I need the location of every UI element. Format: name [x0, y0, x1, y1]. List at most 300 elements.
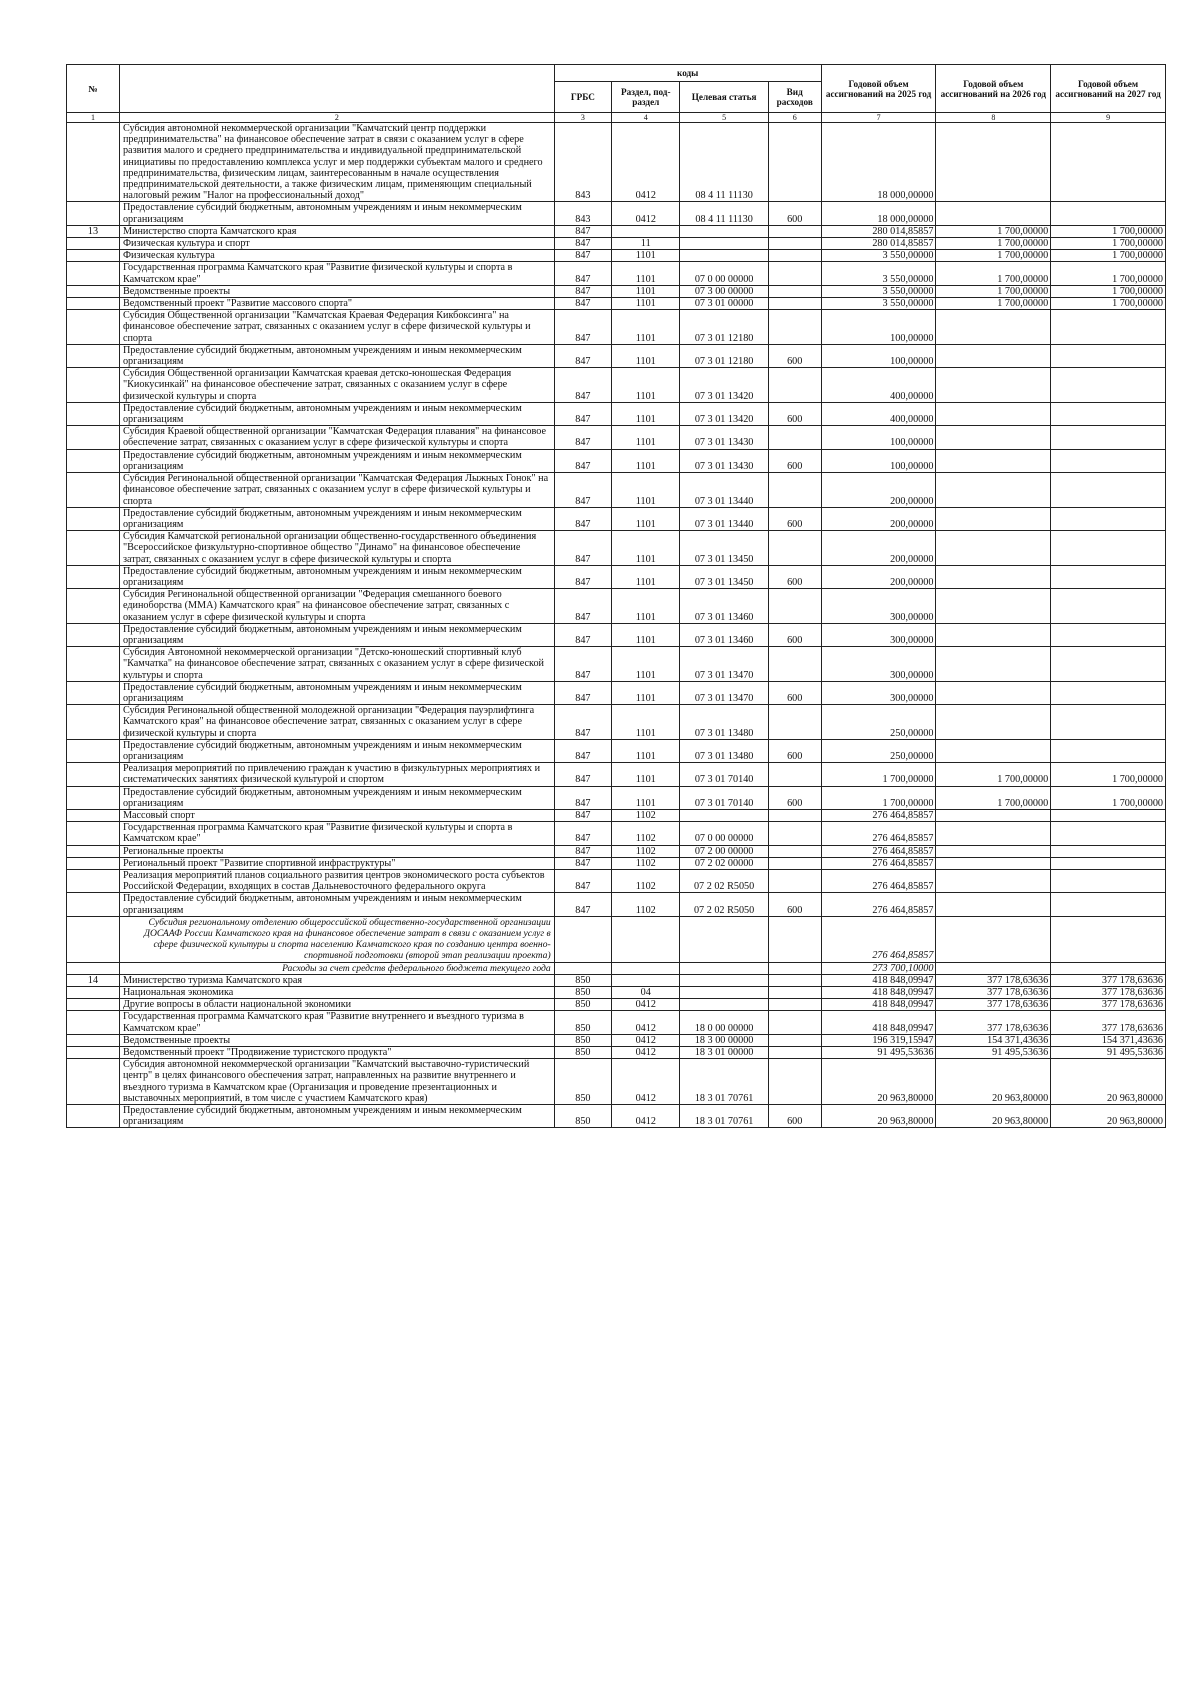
grbs-cell: 850 [554, 1034, 611, 1046]
razdel-cell: 0412 [612, 1034, 680, 1046]
expense-type-cell [768, 1059, 821, 1105]
razdel-cell: 1101 [612, 739, 680, 762]
amount-2026-cell: 1 700,00000 [936, 285, 1051, 297]
grbs-cell: 847 [554, 565, 611, 588]
row-number-cell [67, 238, 120, 250]
amount-2025-cell: 18 000,00000 [821, 123, 936, 202]
row-number-cell: 13 [67, 225, 120, 237]
target-article-cell [680, 225, 768, 237]
table-row [67, 870, 1166, 893]
row-name-cell: Предоставление субсидий бюджетным, автономным учреждениям и иным некоммерческим организациям [119, 623, 554, 646]
grbs-cell: 847 [554, 857, 611, 869]
amount-2026-cell: 1 700,00000 [936, 225, 1051, 237]
table-row [67, 974, 1166, 986]
table-row [67, 999, 1166, 1011]
column-number: 8 [936, 113, 1051, 123]
table-row [67, 225, 1166, 237]
header-2027: Годовой объем ассигнований на 2027 год [1051, 65, 1166, 113]
row-number-cell [67, 916, 120, 962]
amount-2026-cell: 1 700,00000 [936, 238, 1051, 250]
row-name-cell: Государственная программа Камчатского края "Развитие физической культуры и спорта в Камчатском крае" [119, 262, 554, 285]
amount-2026-cell: 91 495,53636 [936, 1047, 1051, 1059]
expense-type-cell [768, 987, 821, 999]
amount-2027-cell [1051, 507, 1166, 530]
razdel-cell: 1101 [612, 531, 680, 566]
table-row [67, 473, 1166, 508]
amount-2026-cell [936, 809, 1051, 821]
grbs-cell: 850 [554, 987, 611, 999]
grbs-cell: 847 [554, 310, 611, 345]
grbs-cell: 847 [554, 368, 611, 403]
amount-2025-cell: 418 848,09947 [821, 1011, 936, 1034]
expense-type-cell [768, 845, 821, 857]
amount-2025-cell: 100,00000 [821, 310, 936, 345]
amount-2027-cell: 377 178,63636 [1051, 999, 1166, 1011]
razdel-cell: 04 [612, 987, 680, 999]
amount-2025-cell: 276 464,85857 [821, 870, 936, 893]
grbs-cell: 847 [554, 344, 611, 367]
row-name-cell: Субсидия Регинональной общественной организации "Камчатская Федерация Лыжных Гонок" на финансовое обеспечение затрат, связанных с оказанием услуг в сфере физической культуры и спорта [119, 473, 554, 508]
table-row [67, 531, 1166, 566]
row-number-cell [67, 845, 120, 857]
amount-2025-cell: 20 963,80000 [821, 1059, 936, 1105]
row-number-cell [67, 870, 120, 893]
target-article-cell: 07 3 01 13480 [680, 739, 768, 762]
razdel-cell: 1101 [612, 786, 680, 809]
expense-type-cell: 600 [768, 893, 821, 916]
expense-type-cell [768, 1047, 821, 1059]
grbs-cell: 847 [554, 809, 611, 821]
header-grbs: ГРБС [554, 82, 611, 113]
expense-type-cell [768, 822, 821, 845]
amount-2025-cell: 91 495,53636 [821, 1047, 936, 1059]
razdel-cell [612, 974, 680, 986]
amount-2026-cell [936, 449, 1051, 472]
target-article-cell: 07 0 00 00000 [680, 262, 768, 285]
amount-2025-cell: 400,00000 [821, 402, 936, 425]
row-name-cell: Субсидия автономной некоммерческой организации "Камчатский выставочно-туристический центр" в целях финансового обеспечения затрат, направленных на развитие внутреннего и въездного туризма в Камчатском крае (Организация и проведение презентационных и выставочных мероприятий, в том числе с участием Камчатского края) [119, 1059, 554, 1105]
row-number-cell [67, 531, 120, 566]
row-number-cell [67, 1059, 120, 1105]
row-name-cell: Физическая культура и спорт [119, 238, 554, 250]
grbs-cell: 847 [554, 739, 611, 762]
grbs-cell: 847 [554, 786, 611, 809]
razdel-cell: 1102 [612, 809, 680, 821]
amount-2026-cell [936, 589, 1051, 624]
amount-2026-cell [936, 705, 1051, 740]
row-number-cell [67, 786, 120, 809]
table-row [67, 987, 1166, 999]
table-row [67, 123, 1166, 202]
razdel-cell: 1101 [612, 285, 680, 297]
row-number-cell [67, 999, 120, 1011]
grbs-cell: 850 [554, 999, 611, 1011]
grbs-cell: 847 [554, 402, 611, 425]
expense-type-cell [768, 225, 821, 237]
target-article-cell [680, 809, 768, 821]
row-number-cell [67, 368, 120, 403]
amount-2025-cell: 276 464,85857 [821, 857, 936, 869]
grbs-cell: 847 [554, 589, 611, 624]
table-row [67, 202, 1166, 225]
row-number-cell [67, 681, 120, 704]
amount-2025-cell: 276 464,85857 [821, 809, 936, 821]
table-row [67, 845, 1166, 857]
amount-2027-cell [1051, 449, 1166, 472]
amount-2025-cell: 418 848,09947 [821, 974, 936, 986]
row-number-cell [67, 857, 120, 869]
amount-2027-cell [1051, 473, 1166, 508]
header-target-article: Целевая статья [680, 82, 768, 113]
amount-2025-cell: 400,00000 [821, 368, 936, 403]
expense-type-cell: 600 [768, 623, 821, 646]
row-number-cell [67, 623, 120, 646]
row-name-cell: Государственная программа Камчатского края "Развитие внутреннего и въездного туризма в Камчатском крае" [119, 1011, 554, 1034]
row-name-cell: Субсидия Регинональной общественной организации "Федерация смешанного боевого единоборства (ММА) Камчатского края" на финансовое обеспечение затрат, связанных с оказанием услуг в сфере физической культуры и спорта [119, 589, 554, 624]
grbs-cell: 847 [554, 822, 611, 845]
grbs-cell: 847 [554, 473, 611, 508]
column-number: 5 [680, 113, 768, 123]
amount-2027-cell [1051, 202, 1166, 225]
amount-2025-cell: 250,00000 [821, 705, 936, 740]
amount-2026-cell [936, 916, 1051, 962]
target-article-cell: 07 3 01 13440 [680, 507, 768, 530]
target-article-cell [680, 962, 768, 974]
grbs-cell: 847 [554, 426, 611, 449]
amount-2027-cell: 377 178,63636 [1051, 1011, 1166, 1034]
table-body [67, 123, 1166, 1128]
target-article-cell: 07 3 01 13460 [680, 589, 768, 624]
target-article-cell: 07 3 01 13440 [680, 473, 768, 508]
target-article-cell: 18 3 01 70761 [680, 1105, 768, 1128]
expense-type-cell [768, 999, 821, 1011]
row-number-cell [67, 1011, 120, 1034]
amount-2025-cell: 276 464,85857 [821, 845, 936, 857]
amount-2026-cell: 1 700,00000 [936, 786, 1051, 809]
amount-2025-cell: 300,00000 [821, 681, 936, 704]
target-article-cell [680, 250, 768, 262]
table-row [67, 623, 1166, 646]
row-name-cell: Национальная экономика [119, 987, 554, 999]
amount-2025-cell: 100,00000 [821, 344, 936, 367]
expense-type-cell [768, 763, 821, 786]
row-name-cell: Массовый спорт [119, 809, 554, 821]
amount-2026-cell [936, 473, 1051, 508]
amount-2025-cell: 300,00000 [821, 647, 936, 682]
row-name-cell: Предоставление субсидий бюджетным, автономным учреждениям и иным некоммерческим организациям [119, 202, 554, 225]
amount-2026-cell: 377 178,63636 [936, 1011, 1051, 1034]
amount-2025-cell: 300,00000 [821, 589, 936, 624]
amount-2027-cell: 154 371,43636 [1051, 1034, 1166, 1046]
amount-2027-cell [1051, 822, 1166, 845]
grbs-cell: 850 [554, 1059, 611, 1105]
table-row [67, 250, 1166, 262]
table-row [67, 1011, 1166, 1034]
row-name-cell: Предоставление субсидий бюджетным, автономным учреждениям и иным некоммерческим организациям [119, 507, 554, 530]
amount-2026-cell [936, 368, 1051, 403]
razdel-cell: 11 [612, 238, 680, 250]
row-number-cell [67, 739, 120, 762]
row-number-cell [67, 565, 120, 588]
grbs-cell: 847 [554, 531, 611, 566]
expense-type-cell [768, 870, 821, 893]
amount-2025-cell: 3 550,00000 [821, 285, 936, 297]
expense-type-cell [768, 250, 821, 262]
razdel-cell: 1101 [612, 705, 680, 740]
header-razdel: Раздел, под-раздел [612, 82, 680, 113]
target-article-cell: 07 3 01 13470 [680, 647, 768, 682]
target-article-cell: 07 2 02 R5050 [680, 893, 768, 916]
razdel-cell: 0412 [612, 1011, 680, 1034]
row-name-cell: Субсидия Регинональной общественной молодежной организации "Федерация пауэрлифтинга Камчатского края" на финансовое обеспечение затрат, связанных с оказанием услуг в сфере физической культуры и спорта [119, 705, 554, 740]
row-number-cell [67, 402, 120, 425]
amount-2026-cell: 1 700,00000 [936, 262, 1051, 285]
amount-2027-cell [1051, 531, 1166, 566]
amount-2027-cell [1051, 705, 1166, 740]
row-number-cell [67, 310, 120, 345]
amount-2025-cell: 300,00000 [821, 623, 936, 646]
amount-2026-cell [936, 310, 1051, 345]
expense-type-cell [768, 123, 821, 202]
target-article-cell: 07 2 02 R5050 [680, 870, 768, 893]
header-number: № [67, 65, 120, 113]
table-row [67, 285, 1166, 297]
amount-2026-cell: 377 178,63636 [936, 974, 1051, 986]
amount-2027-cell: 1 700,00000 [1051, 225, 1166, 237]
row-number-cell [67, 705, 120, 740]
row-name-cell: Министерство спорта Камчатского края [119, 225, 554, 237]
razdel-cell: 1101 [612, 368, 680, 403]
amount-2027-cell: 1 700,00000 [1051, 250, 1166, 262]
target-article-cell: 18 3 01 70761 [680, 1059, 768, 1105]
table-row [67, 298, 1166, 310]
row-number-cell [67, 822, 120, 845]
table-header [67, 65, 1166, 123]
amount-2025-cell: 3 550,00000 [821, 298, 936, 310]
target-article-cell [680, 999, 768, 1011]
table-row [67, 238, 1166, 250]
target-article-cell: 07 3 01 12180 [680, 310, 768, 345]
razdel-cell: 1102 [612, 870, 680, 893]
table-row [67, 449, 1166, 472]
target-article-cell: 07 3 01 70140 [680, 786, 768, 809]
amount-2026-cell [936, 426, 1051, 449]
target-article-cell: 07 3 01 13470 [680, 681, 768, 704]
amount-2025-cell: 196 319,15947 [821, 1034, 936, 1046]
expense-type-cell [768, 531, 821, 566]
razdel-cell [612, 962, 680, 974]
row-number-cell [67, 1047, 120, 1059]
row-name-cell: Государственная программа Камчатского края "Развитие физической культуры и спорта в Камчатском крае" [119, 822, 554, 845]
amount-2027-cell: 377 178,63636 [1051, 987, 1166, 999]
amount-2025-cell: 276 464,85857 [821, 822, 936, 845]
grbs-cell [554, 916, 611, 962]
amount-2027-cell: 1 700,00000 [1051, 763, 1166, 786]
amount-2026-cell [936, 202, 1051, 225]
amount-2027-cell [1051, 809, 1166, 821]
amount-2027-cell [1051, 623, 1166, 646]
amount-2026-cell [936, 739, 1051, 762]
target-article-cell: 07 2 02 00000 [680, 857, 768, 869]
amount-2026-cell [936, 507, 1051, 530]
grbs-cell: 847 [554, 623, 611, 646]
razdel-cell: 1102 [612, 845, 680, 857]
target-article-cell: 07 3 01 13430 [680, 426, 768, 449]
row-name-cell: Субсидия автономной некоммерческой организации "Камчатский центр поддержки предпринимательства" на финансовое обеспечение затрат в связи с оказанием услуг в сфере развития малого и среднего предпринимательства и индивидуальной предпринимательской инициативы по предоставлению комплекса услуг и мер поддержки субъектам малого и среднего предпринимательства, физическим лицам, заинтересованным в начале осуществления предпринимательской деятельности, а также физическим лицам, применяющим специальный налоговый режим "Налог на профессиональный доход" [119, 123, 554, 202]
amount-2025-cell: 200,00000 [821, 531, 936, 566]
razdel-cell: 1101 [612, 507, 680, 530]
row-number-cell [67, 123, 120, 202]
expense-type-cell: 600 [768, 681, 821, 704]
column-number: 6 [768, 113, 821, 123]
amount-2026-cell: 154 371,43636 [936, 1034, 1051, 1046]
expense-type-cell [768, 285, 821, 297]
razdel-cell: 1101 [612, 565, 680, 588]
row-number-cell [67, 589, 120, 624]
expense-type-cell [768, 857, 821, 869]
amount-2026-cell [936, 402, 1051, 425]
row-name-cell: Субсидия Краевой общественной организации "Камчатская Федерация плавания" на финансовое обеспечение затрат, связанных с оказанием услуг в сфере физической культуры и спорта [119, 426, 554, 449]
razdel-cell: 1101 [612, 623, 680, 646]
table-row [67, 1059, 1166, 1105]
amount-2027-cell: 1 700,00000 [1051, 285, 1166, 297]
amount-2026-cell: 377 178,63636 [936, 999, 1051, 1011]
target-article-cell: 07 3 00 00000 [680, 285, 768, 297]
amount-2026-cell [936, 962, 1051, 974]
grbs-cell: 847 [554, 763, 611, 786]
table-row [67, 368, 1166, 403]
column-number: 7 [821, 113, 936, 123]
razdel-cell: 1101 [612, 449, 680, 472]
column-number: 4 [612, 113, 680, 123]
table-row [67, 262, 1166, 285]
row-name-cell: Субсидия Автономной некоммерческой организации "Детско-юношеский спортивный клуб "Камчатка" на финансовое обеспечение затрат, связанных с оказанием услуг в сфере физической культуры и спорта [119, 647, 554, 682]
row-number-cell [67, 473, 120, 508]
amount-2025-cell: 1 700,00000 [821, 763, 936, 786]
grbs-cell [554, 962, 611, 974]
expense-type-cell [768, 298, 821, 310]
row-number-cell [67, 1034, 120, 1046]
target-article-cell: 07 3 01 13460 [680, 623, 768, 646]
amount-2026-cell [936, 822, 1051, 845]
table-row [67, 739, 1166, 762]
header-2025: Годовой объем ассигнований на 2025 год [821, 65, 936, 113]
amount-2025-cell: 3 550,00000 [821, 262, 936, 285]
row-number-cell [67, 987, 120, 999]
amount-2027-cell: 1 700,00000 [1051, 298, 1166, 310]
grbs-cell: 847 [554, 225, 611, 237]
razdel-cell: 1101 [612, 344, 680, 367]
row-name-cell: Региональные проекты [119, 845, 554, 857]
table-row [67, 893, 1166, 916]
razdel-cell: 0412 [612, 202, 680, 225]
row-name-cell: Предоставление субсидий бюджетным, автономным учреждениям и иным некоммерческим организациям [119, 681, 554, 704]
grbs-cell: 850 [554, 1011, 611, 1034]
amount-2025-cell: 200,00000 [821, 507, 936, 530]
grbs-cell: 843 [554, 202, 611, 225]
razdel-cell: 1101 [612, 402, 680, 425]
row-number-cell [67, 1105, 120, 1128]
grbs-cell: 843 [554, 123, 611, 202]
table-row [67, 857, 1166, 869]
expense-type-cell [768, 916, 821, 962]
table-row [67, 822, 1166, 845]
table-row [67, 426, 1166, 449]
amount-2027-cell [1051, 845, 1166, 857]
amount-2027-cell [1051, 402, 1166, 425]
target-article-cell: 07 3 01 13450 [680, 531, 768, 566]
expense-type-cell: 600 [768, 507, 821, 530]
row-name-cell: Ведомственные проекты [119, 285, 554, 297]
target-article-cell: 07 3 01 13420 [680, 402, 768, 425]
budget-table [66, 64, 1166, 1128]
expense-type-cell: 600 [768, 565, 821, 588]
amount-2027-cell [1051, 426, 1166, 449]
amount-2025-cell: 20 963,80000 [821, 1105, 936, 1128]
grbs-cell: 847 [554, 250, 611, 262]
amount-2026-cell [936, 647, 1051, 682]
amount-2025-cell: 418 848,09947 [821, 987, 936, 999]
row-number-cell [67, 893, 120, 916]
target-article-cell: 07 3 01 70140 [680, 763, 768, 786]
amount-2025-cell: 276 464,85857 [821, 893, 936, 916]
expense-type-cell: 600 [768, 739, 821, 762]
amount-2026-cell: 1 700,00000 [936, 250, 1051, 262]
row-number-cell [67, 202, 120, 225]
target-article-cell: 18 3 00 00000 [680, 1034, 768, 1046]
table-row [67, 565, 1166, 588]
razdel-cell: 1101 [612, 310, 680, 345]
expense-type-cell [768, 238, 821, 250]
razdel-cell [612, 916, 680, 962]
amount-2027-cell [1051, 870, 1166, 893]
row-number-cell [67, 962, 120, 974]
row-number-cell [67, 285, 120, 297]
row-name-cell: Предоставление субсидий бюджетным, автономным учреждениям и иным некоммерческим организациям [119, 402, 554, 425]
target-article-cell: 18 0 00 00000 [680, 1011, 768, 1034]
expense-type-cell [768, 310, 821, 345]
expense-type-cell [768, 426, 821, 449]
grbs-cell: 850 [554, 1047, 611, 1059]
amount-2027-cell [1051, 893, 1166, 916]
expense-type-cell: 600 [768, 402, 821, 425]
header-name [119, 65, 554, 113]
amount-2026-cell [936, 681, 1051, 704]
table-row [67, 916, 1166, 962]
amount-2025-cell: 100,00000 [821, 449, 936, 472]
expense-type-cell [768, 962, 821, 974]
expense-type-cell [768, 473, 821, 508]
header-2026: Годовой объем ассигнований на 2026 год [936, 65, 1051, 113]
table-row [67, 809, 1166, 821]
razdel-cell: 1101 [612, 681, 680, 704]
header-codes: коды [554, 65, 821, 82]
row-number-cell [67, 647, 120, 682]
razdel-cell: 0412 [612, 1105, 680, 1128]
amount-2026-cell [936, 870, 1051, 893]
target-article-cell: 07 3 01 13430 [680, 449, 768, 472]
expense-type-cell [768, 1034, 821, 1046]
amount-2025-cell: 276 464,85857 [821, 916, 936, 962]
amount-2025-cell: 18 000,00000 [821, 202, 936, 225]
amount-2025-cell: 418 848,09947 [821, 999, 936, 1011]
amount-2026-cell [936, 531, 1051, 566]
target-article-cell: 07 3 01 13420 [680, 368, 768, 403]
target-article-cell: 07 3 01 12180 [680, 344, 768, 367]
row-name-cell: Ведомственный проект "Развитие массового спорта" [119, 298, 554, 310]
grbs-cell: 847 [554, 285, 611, 297]
amount-2026-cell [936, 123, 1051, 202]
